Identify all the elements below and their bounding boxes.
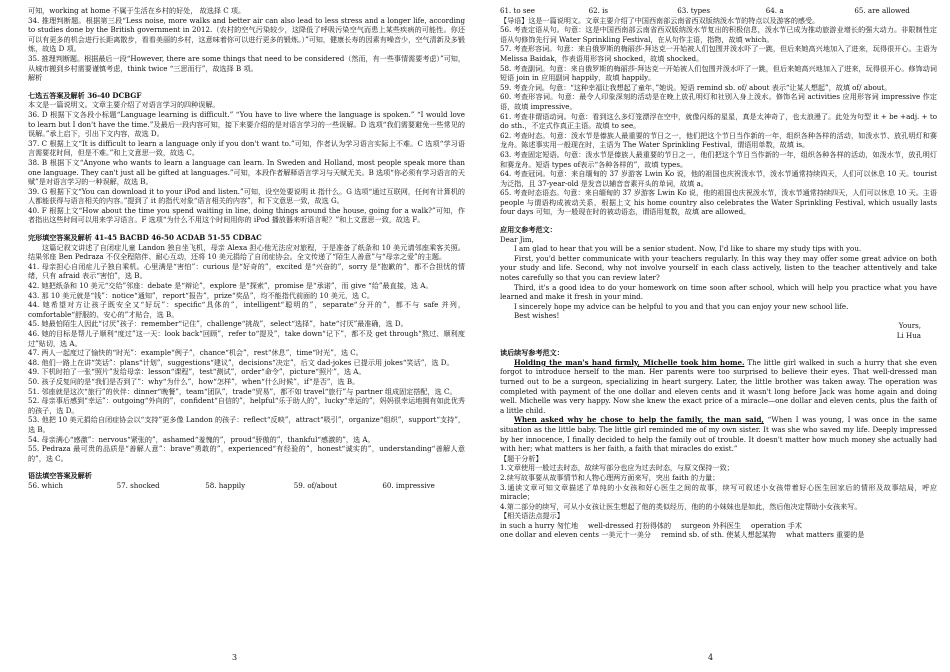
grammar-answer: 62. is (588, 6, 609, 15)
grammar-answer: 56. which (28, 480, 63, 490)
cloze-line: 54. 母亲满心“感激”：nervous“紧张的”，ashamed“羞愧的”，proud“骄傲的”，thankful“感激的”，选 A。 (28, 434, 375, 444)
seven-choice-line: 39. G 根据下文“You can download it to your iPod and listen.”可知，设空处要说明 it 指什么。G 选项“通过互联网，任何有计算机的人都能获得与语言相关的内容。”提到了 it 的指代对象“语言相关的内容”，和下文意思一致，故选 G。 (28, 186, 465, 206)
cloze-line: 53. 他把 10 美元捐给自闭症协会以“支持”更多像 Landon 的孩子：reflect“反映”，attract“吸引”，organize“组织”，support“支持”，选 B。 (28, 415, 465, 434)
seven-choice-line: 38. B 根据下文“Anyone who wants to learn a language can learn. In Sweden and Holland, most people speak more than one language. They can't just all be gifted at languages.”可知，本段作者解释语言学习与天赋无关。B 选项“你必须有学习语言的天赋”是对语言学习的一种误解，故选 B。 (28, 157, 465, 187)
grammar-explanation: 63. 考查固定短语。句意：泼水节是傣族人最重要的节日之一，他们把这个节日当作新的一年，组织各种各样的活动，如泼水节，放孔明灯和赛龙舟。短语 types of表示“各种各样的”，故填 types。 (500, 149, 937, 169)
cloze-line: 50. 孩子反复问的是“我们是否到了”：why“为什么”，how“怎样”，when“什么时候”，if“是否”，选 B。 (28, 376, 360, 386)
cloze-line: 49. 下机时拍了一张“照片”发给母亲：lesson“课程”，test“测试”，order“命令”，picture“照片”，选 A。 (28, 367, 366, 377)
grammar-answer: 64. a (765, 6, 784, 15)
intro-line: 35. 推理判断题。根据最后一段“However, there are some things that need to be considered（然而，有一些事情需要考虑）”可知，从城市搬到乡村需要谨慎考虑，think twice “三思而行”，故选择 B 项。 (28, 53, 465, 73)
continuation-paragraph-1 (500, 358, 937, 416)
letter-paragraph: Best wishes! (514, 311, 560, 321)
cloze-line: 48. 他们一路上在讲“笑话”：plans“计划”，suggestions“建议”，decisions“决定”，后文 dad-jokes 已提示用 jokes“笑话”，选 D。 (28, 357, 454, 367)
phrase: what matters 重要的是 (785, 530, 865, 540)
grammar-answers-row (28, 481, 465, 491)
grammar-answer: 59. of/about (293, 480, 338, 490)
phrase: operation 手术 (750, 520, 802, 530)
letter-paragraph: Third, it's a good idea to do your homework on time soon after school, which will help you practice what you have learned and make it fresh in your mind. (500, 282, 937, 302)
right-column (500, 6, 937, 540)
grammar-heading: 语法填空答案及解析 (28, 471, 92, 481)
cloze-line: 这篇记叙文讲述了自闭症儿童 Landon 独自坐飞机，母亲 Alexa 担心他无法应对旅程，于是准备了纸条和 10 美元请邻座乘客关照。结果邻座 Ben Pedraza 不仅全程陪伴、耐心互动，还将 10 美元捐给了自闭症协会。全文传递了“陌生人善意”与“母亲之爱”的主题。 (28, 242, 465, 262)
grammar-answers-row-2 (500, 6, 937, 16)
seven-choice-line: 36. D 根据下文各段小标题“Language learning is difficult.” “You have to live where the language is spoken.” “I would love to learn but I don't have the time.”及最后一段内容可知，接下来要介绍的是对语言学习的一些误解。D 选项“我们需要避免一些常见的误解。”承上启下，引出下文内容，故选 D。 (28, 109, 465, 139)
grammar-explanation: 【导语】这是一篇说明文。文章主要介绍了中国西南部云南省西双版纳泼水节的特点以及游客的感受。 (500, 15, 820, 25)
letter-closing: Yours, (898, 321, 921, 330)
cloze-line: 45. 她最怕陌生人因此“讨厌”孩子：remember“记住”，challenge“挑战”，select“选择”，hate“讨厌”最准确，选 D。 (28, 319, 408, 329)
phrase: one dollar and eleven cents 一美元十一美分 (500, 530, 651, 540)
grammar-explanation: 62. 考查时态。句意：泼水节是傣族人最重要的节日之一，他们把这个节日当作新的一年，组织各种各样的活动，如泼水节、放孔明灯和赛龙舟。陈述事实用一般现在时，主语为 The Water Sprinkling Festival，谓语用单数，故填 is。 (500, 130, 937, 150)
continuation-body-2: “When I was young, I was once in the same situation as the little baby. The little girl reminded me of my own sister. It was she who saved my life. Deeply impressed by her innocence, I finally decided to help the family out of trouble. It doesn't matter how much money she actually had with her; what matters is her faith, a faith that miracles do exist.” (500, 415, 937, 454)
cloze-line: 46. 她的目标是帮儿子顺利“度过”这一天：look back“回顾”，refer to“提及”，take down“记下”，都不及 get through“熬过、顺利度过”贴切，选 A。 (28, 329, 465, 348)
phrase: surgeon 外科医生 (681, 520, 741, 530)
page-number-left: 3 (232, 653, 238, 662)
grammar-explanation: 64. 考查冠词。句意：来自缅甸的 37 岁游客 Lwin Ko 说，他的祖国也庆祝泼水节，泼水节通常持续四天，人们可以休息 10 天。tourist 为泛指，且 37-year-old 是发音以辅音音素开头的单词，故填 a。 (500, 169, 937, 188)
grammar-explanation: 59. 考查介词。句意：“这种幸福让我想起了童年，”她说。短语 remind sb. of/ about 表示“让某人想起”，故填 of/ about。 (500, 82, 892, 92)
cloze-line: 43. 那 10 美元就是“钱”：notice“通知”，report“报告”，prize“奖品”，均不能指代前面的 10 美元，选 C。 (28, 290, 374, 300)
continuation-body-1: The little girl walked in such a hurry that she even forgot to introduce herself to the man. Her parents were too surprised to believe their eyes. That well-dressed man turned out to be a surgeon, specializing in heart surgery. Later, the little brother was taken away. The operation was completed with payment of the one dollar and eleven cents and it wasn't long before Jack was home again and doing well. Michelle was very happy. Now she knew the exact price of a miracle—one dollar and eleven cents, plus the faith of a little child. (500, 357, 937, 415)
continuation-lead-1: Holding the man's hand firmly, Michelle took him home. (514, 357, 745, 367)
phrase-row (500, 530, 937, 540)
letter-signature: Li Hua (896, 330, 921, 340)
phrase: well-dressed 打扮得体的 (588, 520, 672, 530)
grammar-explanation: 58. 考查副词。句意：来自俄罗斯的梅丽莎·拜达克一开始被人们包围并泼水吓了一跳，但后来她高兴地加入了进来，玩得很开心。修饰动词短语 join in 应用副词 happily，故填 happily。 (500, 63, 937, 83)
cloze-line: 51. 邻座就是这次“旅行”的伙伴：dinner“晚餐”，team“团队”，trade“贸易”，都不如 travel“旅行”与 partner 组成固定搭配，选 C。 (28, 386, 457, 396)
cloze-line: 44. 她希望对方让孩子既安全又“好玩”：specific“具体的”，intelligent“聪明的”，separate“分开的”，都不与 safe 并列，comfortable“舒服的、安心的”才贴合，选 B。 (28, 300, 465, 319)
grammar-answer: 63. types (677, 6, 710, 15)
grammar-explanation: 57. 考查形容词。句意：来自俄罗斯的梅丽莎·拜达克一开始被人们包围并泼水吓了一跳，但后来她高兴地加入了进来，玩得很开心。主语为 Melissa Baidak，作表语用形容词 shocked，故填 shocked。 (500, 44, 937, 63)
analysis-line: 3.通读文章可知文章描述了单纯的小女孩和好心医生之间的故事，续写可叙述小女孩带着好心医生回家后的情形及故事结局，呼应 miracle； (500, 482, 937, 502)
continuation-paragraph-2 (500, 415, 937, 453)
grammar-answer: 61. to see (500, 6, 535, 15)
grammar-explanation: 56. 考查定语从句。句意：这是中国西南部云南省西双版纳泼水节复出的积极信息，泼水节已成为推动旅游业增长的强大动力。非限制性定语从句修饰先行词 Water Sprinkling Festival，在从句作主语，指物，故填 which。 (500, 25, 937, 44)
phrase-row (500, 521, 937, 531)
continuation-heading: 读后续写参考范文： (500, 348, 564, 358)
seven-choice-line: 本文是一篇说明文。文章主要介绍了对语言学习的四种误解。 (28, 100, 220, 110)
grammar-answer: 60. impressive (382, 480, 435, 490)
seven-choice-line: 40. F 根据上文“How about the time you spend waiting in line, doing things around the house, going for a walk?”可知，作者指出这些时间可以用来学习语言。F 选项“为什么不用这个时间用你的 iPod 播放器来听语言呢？”和上文意思一致，故选 F。 (28, 205, 465, 225)
analysis-line: 1.文章使用一般过去时态，故续写部分也应为过去时态，与原文保持一致； (500, 463, 734, 473)
left-column (28, 6, 465, 491)
intro-line: 解析 (28, 73, 43, 83)
analysis-line: 4.第二部分的续写，可从小女孩让医生想起了他的类似经历，他的的小妹妹也是如此，然后他决定帮助小女孩来写。 (500, 501, 862, 511)
page-number-right: 4 (708, 653, 714, 662)
seven-choice-heading: 七选五答案及解析 36-40 DCBGF (28, 90, 142, 100)
letter-salutation: Dear Jim, (500, 234, 534, 244)
grammar-answer: 58. happily (205, 480, 246, 490)
cloze-line: 41. 母亲担心自闭症儿子独自乘机。心里满是“害怕”：curious 是“好奇的”，excited 是“兴奋的”，sorry 是“抱歉的”，都不合担忧的情绪，只有 afraid 表示“害怕”，选 B。 (28, 261, 465, 281)
grammar-explanation: 65. 考查时态语态。句意：来自缅甸的 37 岁游客 Lwin Ko 说，他的祖国也庆祝泼水节，泼水节通常持续四天，人们可以休息 10 天。主语 people 与谓语构成被动关系，根据上文 his home country also celebrates the Water Sprinkling Festival, which usually lasts four days 可知，为一般现在时的被动语态，谓语用复数，故填 are allowed。 (500, 188, 937, 217)
intro-line: 34. 推理判断题。根据第三段“Less noise, more walks and better air can also lead to less stress and a longer life, according to studies done by the British government in 2012.（农村的空气污染较少，这降低了呼吸污染空气而患上某些疾病的可能性。你还可以有更多的机会进行长距离散步，看看美丽的乡村，这意味着你可以进行更多的锻炼。）”可知，健康长寿的因素有噪音少，空气清新及多锻炼，故选 D 项。 (28, 15, 465, 54)
grammar-explanation: 60. 考查形容词。句意：最令人印象深刻的活动是在晚上放孔明灯和社别入身上泼水。修饰名词 activities 应用形容词 impressive 作定语，故填 impressive。 (500, 92, 937, 111)
writing-heading: 应用文参考范文： (500, 225, 557, 235)
grammar-answer: 65. are allowed (854, 6, 910, 15)
seven-choice-line: 37. C 根据上文“It is difficult to learn a language only if you don't want to.”可知，作者认为学习语言实际上不难。C 选项“学习语言需要花时间，但是不难。”和上文意思一致，故选 C。 (28, 138, 465, 158)
letter-paragraph: I am glad to hear that you will be a senior student. Now, I'd like to share my study tips with you. (514, 244, 862, 254)
cloze-line: 55. Pedraza 最可贵的品质是“善解人意”：brave“勇敢的”，experienced“有经验的”，honest“诚实的”，understanding“善解人意的”，选 C。 (28, 444, 465, 463)
phrases-heading: 【相关语法点提示】 (500, 511, 564, 521)
intro-line: 可知，working at home 不属于生活在乡村的好处， 故选择 C 项。 (28, 6, 246, 15)
letter-paragraph: I sincerely hope my advice can be helpful to you and that you can enjoy your new school life. (514, 301, 849, 311)
grammar-answer: 57. shocked (116, 480, 160, 490)
phrase: remind sb. of sth. 使某人想起某物 (660, 530, 776, 540)
continuation-lead-2: When asked why he chose to help the family, the man said, (514, 415, 764, 425)
cloze-line: 42. 她把纸条和 10 美元“交给”邻座：debate 是“辩论”，explore 是“探索”，promise 是“承诺”，而 give “给”最直接，选 A。 (28, 281, 433, 291)
analysis-line: 2.续写故事要从故事情节和人物心理两方面来写，突出 faith 的力量； (500, 472, 720, 482)
grammar-explanation: 61. 考查非谓语动词。句意：看到这么多灯笼漂浮在空中，就像闪烁的星星，真是太神奇了，也太浪漫了。此处为句型 it + be +adj. + to do sth.，不定式作真正主语。故填 to see。 (500, 111, 937, 131)
letter-paragraph: First, you'd better communicate with your teachers regularly. In this way they may offer some great advice on both your study and life. Second, why not involve yourself in each class actively, listen to the teacher attentively and take notes carefully so that you can review later? (500, 253, 937, 283)
phrase: in such a hurry 匆忙地 (500, 520, 579, 530)
cloze-heading: 完形填空答案及解析 41-45 BACBD 46-50 ACDAB 51-55 CDBAC (28, 233, 262, 243)
analysis-heading: 【题干分析】 (500, 453, 543, 463)
cloze-line: 47. 两人一起度过了愉快的“时光”：example“例子”，chance“机会”，rest“休息”，time“时光”，选 C。 (28, 348, 363, 358)
cloze-line: 52. 母亲事后感到“幸运”：outgoing“外向的”，confident“自信的”，helpful“乐于助人的”，lucky“幸运的”，妈妈很幸运地拥有如此优秀的孩子，选 D。 (28, 396, 465, 415)
